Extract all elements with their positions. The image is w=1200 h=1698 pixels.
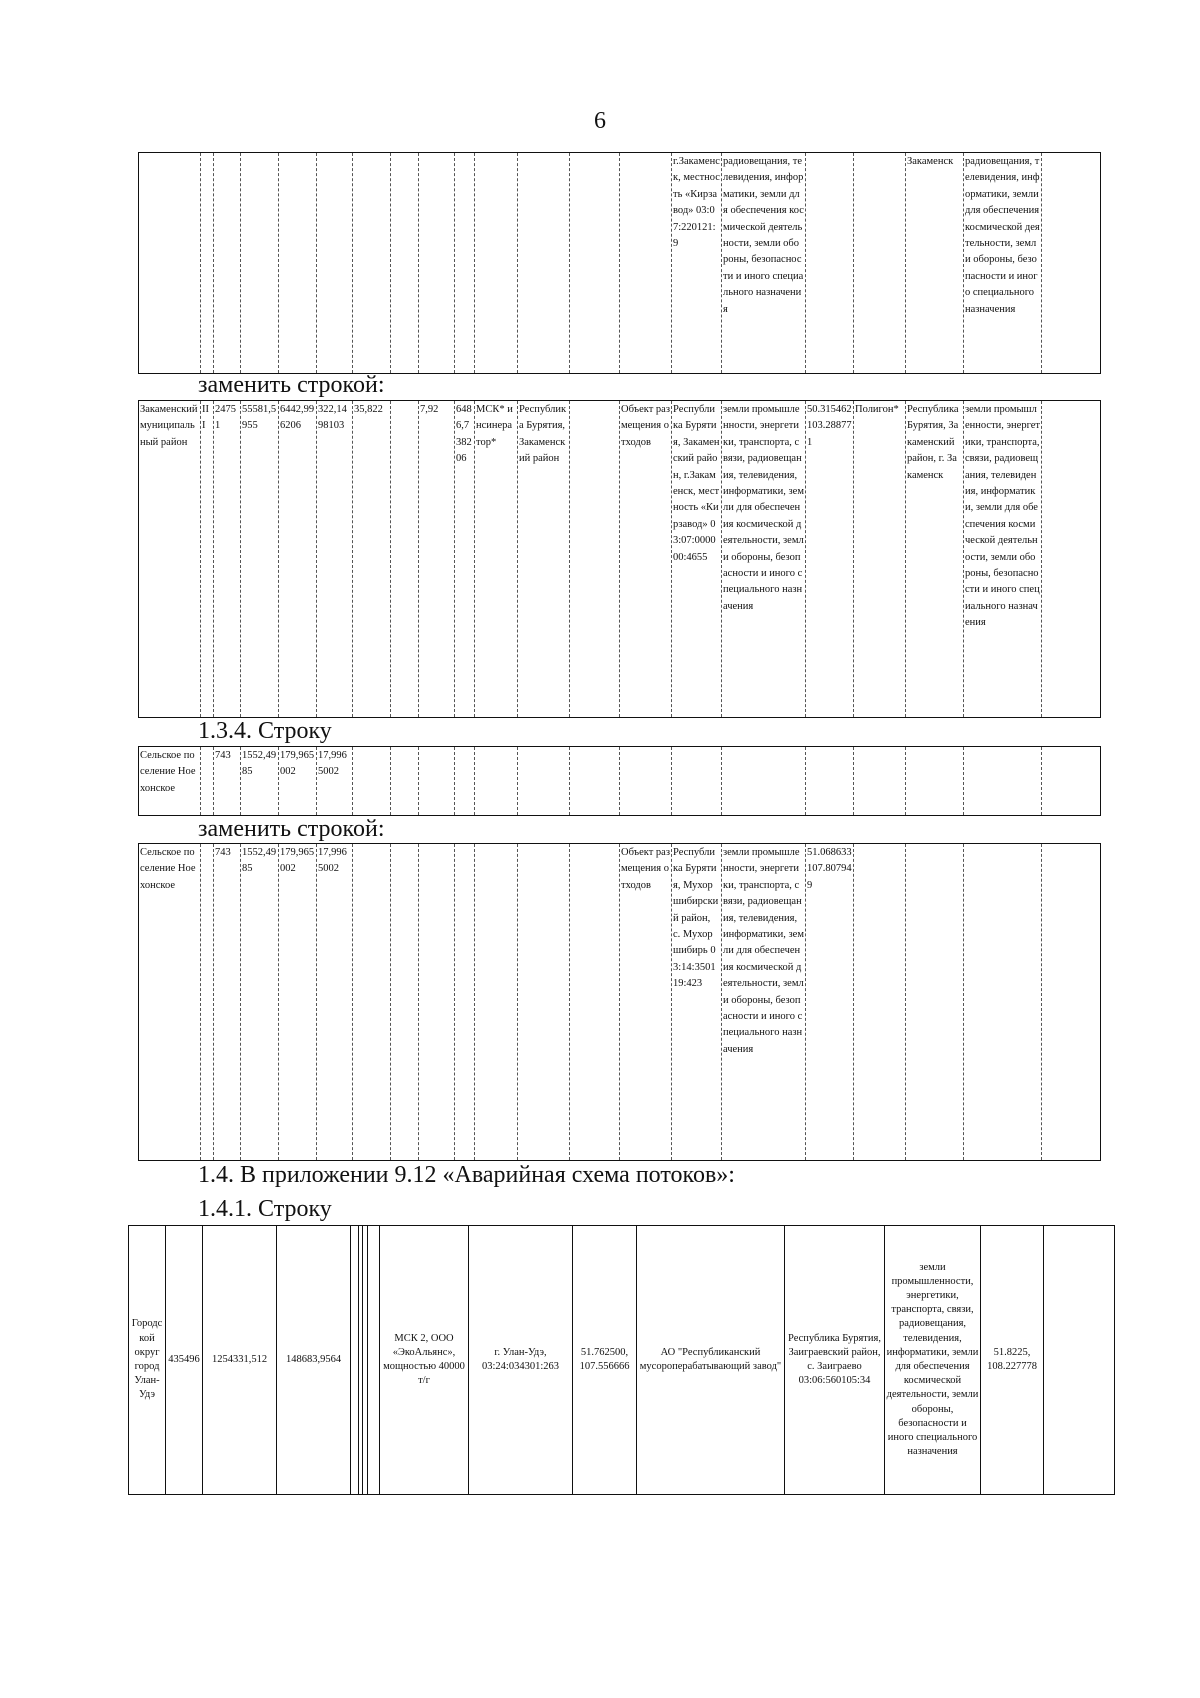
table-cell — [419, 844, 455, 1161]
table-cell — [475, 153, 518, 374]
table-cell: земли промышленности, энергетики, транспорта, связи, радиовещания, телевидения, информатики, земли для обеспечения космической деятельности, земли обороны, безопасности и иного специального назначения — [885, 1226, 981, 1495]
table-cell: 17,9965002 — [317, 844, 353, 1161]
table-row-1-3-4 — [138, 746, 1101, 816]
table-cell: Закаменск — [906, 153, 964, 374]
table-cell — [353, 747, 391, 816]
table-cell: земли промышленности, энергетики, транспорта, связи, радиовещания, телевидения, информатики, земли для обеспечения космической деятельности, земли обороны, безопасности и иного специального назначения — [722, 401, 806, 718]
table-cell: Объект размещения отходов — [620, 401, 672, 718]
table-cell — [1042, 747, 1101, 816]
table-cell: 17,9965002 — [317, 747, 353, 816]
table-cell: 743 — [214, 747, 241, 816]
table-cell — [722, 747, 806, 816]
table-row — [139, 153, 1101, 374]
table-row — [139, 401, 1101, 718]
table-cell — [279, 153, 317, 374]
table-cell: Сельское поселение Ноехонское — [139, 747, 201, 816]
table-cell — [419, 153, 455, 374]
table-cell: Республика Бурятия, Мухоршибирский район, с. Мухоршибирь 03:14:350119:423 — [672, 844, 722, 1161]
heading-replace-2: заменить строкой: — [198, 816, 385, 842]
table-cell: радиовещания, телевидения, информатики, земли для обеспечения космической деятельности, земли обороны, безопасности и иного специального назначения — [722, 153, 806, 374]
table-row — [139, 747, 1101, 816]
table-cell — [672, 747, 722, 816]
table-cell: Сельское поселение Ноехонское — [139, 844, 201, 1161]
table-cell — [1044, 1226, 1115, 1495]
table-cell: 50.315462 103.288771 — [806, 401, 854, 718]
table-cell — [518, 153, 570, 374]
table-cell — [964, 747, 1042, 816]
table-cell: Республика Бурятия, Закаменский район — [518, 401, 570, 718]
table-cell: г. Улан-Удэ, 03:24:034301:263 — [469, 1226, 573, 1495]
table-cell: 435496 — [166, 1226, 203, 1495]
table-cell: г.Закаменск, местность «Кирзавод» 03:07:220121:9 — [672, 153, 722, 374]
table-cell — [570, 153, 620, 374]
table-cell: 1552,4985 — [241, 747, 279, 816]
table-cell — [620, 747, 672, 816]
table-cell: земли промышленности, энергетики, транспорта, связи, радиовещания, телевидения, информатики, земли для обеспечения космической деятельности, земли обороны, безопасности и иного специального назначения — [722, 844, 806, 1161]
table-cell: 179,965002 — [279, 747, 317, 816]
table-top-continuation — [138, 152, 1101, 374]
table-cell — [201, 747, 214, 816]
table-cell — [1042, 401, 1101, 718]
table-cell — [455, 153, 475, 374]
table-cell: 1552,4985 — [241, 844, 279, 1161]
table-cell — [475, 844, 518, 1161]
table-cell: 35,822 — [353, 401, 391, 718]
table-cell — [906, 747, 964, 816]
table-cell — [964, 844, 1042, 1161]
table-cell — [419, 747, 455, 816]
table-cell: Объект размещения отходов — [620, 844, 672, 1161]
table-cell — [351, 1226, 359, 1495]
table-row — [129, 1226, 1115, 1495]
table-cell: Городской округ город Улан-Удэ — [129, 1226, 166, 1495]
table-cell — [854, 844, 906, 1161]
table-cell: АО "Республиканский мусороперабатывающий завод" — [637, 1226, 785, 1495]
table-cell — [241, 153, 279, 374]
table-cell: 51.8225, 108.227778 — [981, 1226, 1044, 1495]
table-cell — [317, 153, 353, 374]
table-cell — [1042, 844, 1101, 1161]
table-cell — [139, 153, 201, 374]
table-cell: 6442,996206 — [279, 401, 317, 718]
table-cell: 743 — [214, 844, 241, 1161]
table-cell: МСК* инсинератор* — [475, 401, 518, 718]
table-cell — [906, 844, 964, 1161]
table-cell: Полигон* — [854, 401, 906, 718]
table-cell — [475, 747, 518, 816]
heading-section-1-4: 1.4. В приложении 9.12 «Аварийная схема потоков»: — [198, 1162, 735, 1188]
page-number: 6 — [594, 108, 606, 134]
table-cell — [201, 153, 214, 374]
table-cell — [570, 747, 620, 816]
table-cell: 7,92 — [419, 401, 455, 718]
table-cell: 322,1498103 — [317, 401, 353, 718]
table-cell — [570, 844, 620, 1161]
table-cell: радиовещания, телевидения, информатики, земли для обеспечения космической деятельности, земли обороны, безопасности и иного специального назначения — [964, 153, 1042, 374]
table-cell: 6486,738206 — [455, 401, 475, 718]
table-emergency-scheme-row — [128, 1225, 1115, 1495]
table-cell: II I — [201, 401, 214, 718]
table-cell: земли промышленности, энергетики, транспорта, связи, радиовещания, телевидения, информатики, земли для обеспечения космической деятельности, земли обороны, безопасности и иного специального назначения — [964, 401, 1042, 718]
table-cell — [1042, 153, 1101, 374]
table-cell — [391, 747, 419, 816]
table-cell — [391, 153, 419, 374]
table-cell — [518, 844, 570, 1161]
table-cell — [806, 153, 854, 374]
table-cell: 51.068633 107.807949 — [806, 844, 854, 1161]
table-cell: Республика Бурятия, Закаменский район, г.Закаменск, местность «Кирзавод» 03:07:000000:4655 — [672, 401, 722, 718]
table-cell: 51.762500, 107.556666 — [573, 1226, 637, 1495]
table-replacement-row-1 — [138, 400, 1101, 718]
table-cell — [391, 401, 419, 718]
table-cell: МСК 2, ООО «ЭкоАльянс», мощностью 40000 т/г — [380, 1226, 469, 1495]
table-cell — [806, 747, 854, 816]
table-cell — [353, 844, 391, 1161]
table-cell — [455, 747, 475, 816]
table-cell — [518, 747, 570, 816]
heading-section-1-3-4: 1.3.4. Строку — [198, 718, 332, 744]
table-cell — [455, 844, 475, 1161]
table-cell — [214, 153, 241, 374]
table-row — [139, 844, 1101, 1161]
heading-section-1-4-1: 1.4.1. Строку — [198, 1196, 332, 1222]
table-cell: 148683,9564 — [277, 1226, 351, 1495]
table-cell — [368, 1226, 380, 1495]
table-cell — [570, 401, 620, 718]
table-cell: Республика Бурятия, Закаменский район, г. Закаменск — [906, 401, 964, 718]
heading-replace-1: заменить строкой: — [198, 372, 385, 398]
table-cell — [201, 844, 214, 1161]
table-cell — [620, 153, 672, 374]
table-cell: Республика Бурятия, Заиграевский район, с. Заиграево 03:06:560105:34 — [785, 1226, 885, 1495]
table-cell: 55581,5955 — [241, 401, 279, 718]
table-cell — [353, 153, 391, 374]
table-cell: 2475 1 — [214, 401, 241, 718]
table-cell: 179,965002 — [279, 844, 317, 1161]
table-cell: 1254331,512 — [203, 1226, 277, 1495]
table-cell — [854, 747, 906, 816]
table-cell — [391, 844, 419, 1161]
table-cell — [854, 153, 906, 374]
table-cell: Закаменский муниципальный район — [139, 401, 201, 718]
table-replacement-row-2 — [138, 843, 1101, 1161]
